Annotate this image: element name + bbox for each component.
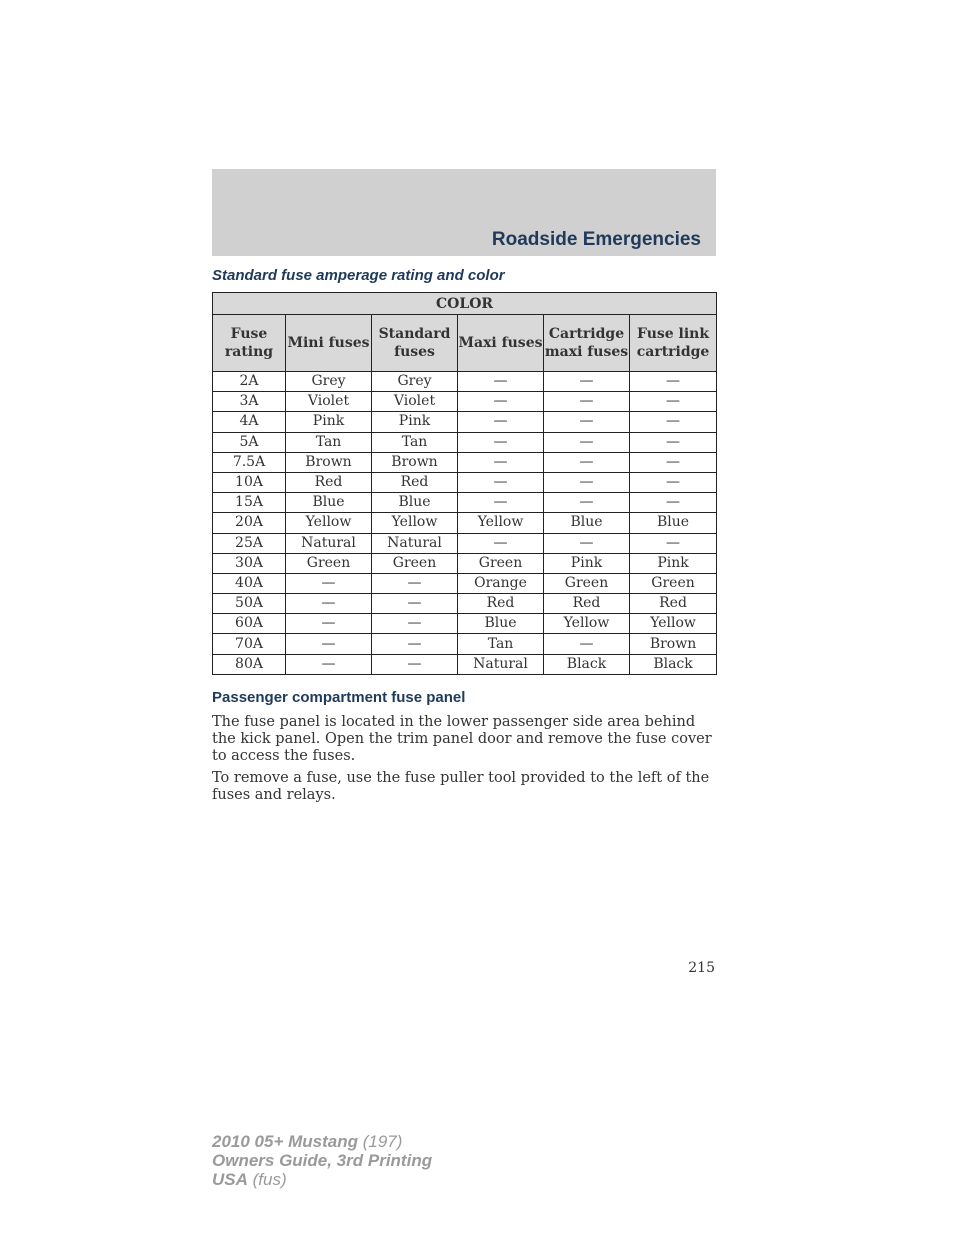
table-cell: Red [372, 472, 458, 492]
table-cell: — [544, 533, 630, 553]
table-cell: — [630, 412, 717, 432]
footer-line-1 [212, 1132, 432, 1151]
table-cell: — [544, 392, 630, 412]
table-cell: Blue [458, 614, 544, 634]
table-cell: — [630, 372, 717, 392]
table-row [213, 533, 717, 553]
table-cell: 70A [213, 634, 286, 654]
column-header-maxi-fuses: Maxi fuses [458, 315, 544, 372]
table-cell: — [544, 372, 630, 392]
table-cell: 5A [213, 432, 286, 452]
table-cell: Yellow [286, 513, 372, 533]
table-cell: Natural [458, 654, 544, 674]
table-cell: 50A [213, 594, 286, 614]
table-cell: Tan [286, 432, 372, 452]
table-cell: Natural [372, 533, 458, 553]
table-cell: Blue [630, 513, 717, 533]
table-cell: Grey [286, 372, 372, 392]
footer-edition: Owners Guide, 3rd Printing [212, 1151, 433, 1170]
table-cell: Pink [544, 553, 630, 573]
footer-market-code: (fus) [252, 1170, 287, 1189]
section-header-band [212, 169, 716, 256]
column-header-fuse-rating: Fuse rating [213, 315, 286, 372]
table-cell: — [458, 412, 544, 432]
table-row [213, 594, 717, 614]
footer-model-code: (197) [362, 1132, 403, 1151]
table-row [213, 614, 717, 634]
table-cell: 80A [213, 654, 286, 674]
table-cell: — [544, 412, 630, 432]
table-cell: Natural [286, 533, 372, 553]
table-cell: Violet [372, 392, 458, 412]
table-cell: Pink [372, 412, 458, 432]
table-cell: — [372, 634, 458, 654]
footer-market: USA [212, 1170, 248, 1189]
footer-model: 2010 05+ Mustang [212, 1132, 358, 1151]
table-cell: 7.5A [213, 452, 286, 472]
table-cell: 3A [213, 392, 286, 412]
table-cell: Brown [630, 634, 717, 654]
table-cell: Yellow [630, 614, 717, 634]
table-cell: Brown [286, 452, 372, 472]
table-cell: — [630, 432, 717, 452]
table-row [213, 452, 717, 472]
paragraph-fuse-panel-location: The fuse panel is located in the lower passenger side area behind the kick panel. Open the trim panel door and remove the fuse cover to access the fuses. [212, 714, 712, 764]
table-cell: — [544, 452, 630, 472]
table-cell: 60A [213, 614, 286, 634]
document-footer [212, 1132, 432, 1189]
table-row [213, 432, 717, 452]
table-row [213, 472, 717, 492]
table-cell: 30A [213, 553, 286, 573]
table-cell: Green [458, 553, 544, 573]
table-row [213, 493, 717, 513]
table-cell: — [544, 472, 630, 492]
table-row [213, 634, 717, 654]
table-cell: Black [544, 654, 630, 674]
table-cell: Green [372, 553, 458, 573]
column-header-cartridge-maxi-fuses: Cartridge maxi fuses [544, 315, 630, 372]
table-cell: 15A [213, 493, 286, 513]
table-cell: — [458, 432, 544, 452]
table-cell: — [372, 594, 458, 614]
table-cell: Red [630, 594, 717, 614]
footer-line-2 [212, 1151, 432, 1170]
page-number: 215 [688, 960, 715, 976]
table-cell: — [630, 493, 717, 513]
fuse-color-table [212, 292, 717, 675]
table-cell: Green [630, 573, 717, 593]
table-cell: Yellow [458, 513, 544, 533]
table-body [213, 372, 717, 675]
table-cell: Yellow [544, 614, 630, 634]
table-cell: Grey [372, 372, 458, 392]
footer-line-3 [212, 1170, 432, 1189]
table-row [213, 392, 717, 412]
table-cell: Pink [630, 553, 717, 573]
table-cell: Black [630, 654, 717, 674]
table-cell: — [458, 392, 544, 412]
table-row [213, 513, 717, 533]
table-row [213, 372, 717, 392]
table-cell: — [630, 533, 717, 553]
table-cell: Pink [286, 412, 372, 432]
table-title: Standard fuse amperage rating and color [212, 267, 505, 284]
column-header-fuse-link-cartridge: Fuse link cartridge [630, 315, 717, 372]
table-cell: 4A [213, 412, 286, 432]
table-cell: — [286, 614, 372, 634]
table-cell: — [458, 372, 544, 392]
table-cell: — [372, 573, 458, 593]
table-group-header: COLOR [213, 293, 717, 315]
table-cell: — [372, 654, 458, 674]
table-cell: Green [544, 573, 630, 593]
table-cell: 20A [213, 513, 286, 533]
table-cell: Orange [458, 573, 544, 593]
table-cell: — [544, 432, 630, 452]
table-cell: Blue [286, 493, 372, 513]
table-cell: 40A [213, 573, 286, 593]
table-cell: Red [458, 594, 544, 614]
table-cell: Brown [372, 452, 458, 472]
table-cell: — [544, 493, 630, 513]
table-cell: — [458, 452, 544, 472]
table-cell: 10A [213, 472, 286, 492]
section-title: Roadside Emergencies [491, 229, 701, 250]
table-row [213, 553, 717, 573]
table-cell: — [286, 594, 372, 614]
table-cell: Blue [544, 513, 630, 533]
column-header-mini-fuses: Mini fuses [286, 315, 372, 372]
table-cell: — [458, 493, 544, 513]
table-cell: Green [286, 553, 372, 573]
table-cell: — [286, 654, 372, 674]
table-cell: — [286, 634, 372, 654]
table-cell: — [630, 452, 717, 472]
column-header-standard-fuses: Standard fuses [372, 315, 458, 372]
table-cell: — [630, 472, 717, 492]
table-cell: — [544, 634, 630, 654]
table-cell: — [458, 472, 544, 492]
table-cell: 2A [213, 372, 286, 392]
table-cell: Red [286, 472, 372, 492]
subsection-title: Passenger compartment fuse panel [212, 689, 466, 706]
table-cell: Blue [372, 493, 458, 513]
table-cell: — [458, 533, 544, 553]
table-cell: — [630, 392, 717, 412]
table-row [213, 573, 717, 593]
table-cell: — [286, 573, 372, 593]
table-cell: Violet [286, 392, 372, 412]
paragraph-fuse-removal: To remove a fuse, use the fuse puller tool provided to the left of the fuses and relays. [212, 770, 710, 803]
table-row [213, 654, 717, 674]
table-cell: Yellow [372, 513, 458, 533]
table-cell: 25A [213, 533, 286, 553]
table-cell: Tan [458, 634, 544, 654]
table-cell: Red [544, 594, 630, 614]
table-cell: — [372, 614, 458, 634]
table-row [213, 412, 717, 432]
table-cell: Tan [372, 432, 458, 452]
